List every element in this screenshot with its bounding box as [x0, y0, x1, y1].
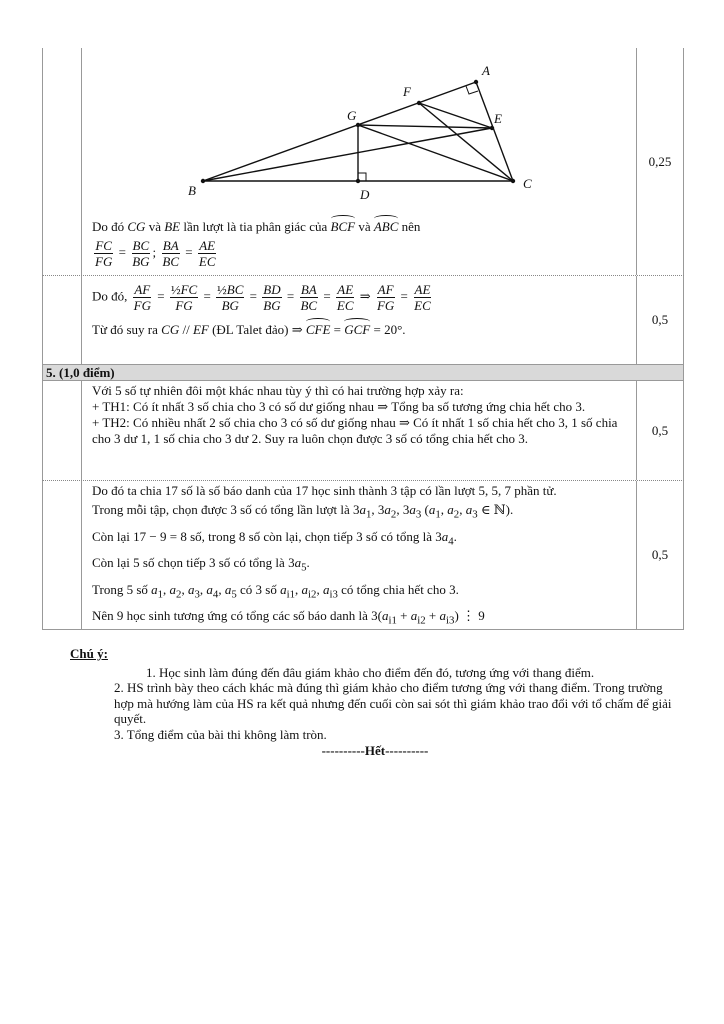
text-each-set: Trong mỗi tập, chọn được 3 số có tổng lần lượt là $3a_1$, $3a_2$, $3a_3$ ($a_1$, $a_2$, $a_3$ ∈ ℕ). — [92, 502, 514, 521]
note-1: 1. Học sinh làm đúng đến đâu giám khảo cho điểm đến đó, tương ứng với thang điểm. — [146, 664, 595, 680]
score-2: 0,5 — [636, 276, 683, 364]
label-b: B — [188, 183, 196, 198]
ratio-equation: $\frac{FC}{FG}$ = $\frac{BC}{BG}$ ; $\frac{BA}{BC}$ = $\frac{AE}{EC}$ — [95, 238, 216, 269]
text-remaining-8-lead: Còn lại 17 − 9 = 8 số, trong 8 số còn lại, chọn tiếp 3 số có tổng là — [92, 528, 432, 544]
note-2-text: 2. HS trình bày theo cách khác mà đúng thì giám khảo cho điểm tương ứng với thang điểm. Trong trường hợp mà hướng làm của HS ra kết quả nhưng đến cuối còn sai sót thì giám khảo trao đổi với tổ chấm để giải quyết. — [114, 680, 672, 726]
section-title: 5. (1,0 điểm) — [46, 365, 115, 380]
note-3: 3. Tổng điểm của bài thi không làm tròn. — [114, 726, 327, 742]
text-talet: (ĐL Talet đảo) — [212, 322, 289, 337]
note-2 — [70, 680, 680, 727]
text-cases-intro: Với 5 số tự nhiên đôi một khác nhau tùy ý thì có hai trường hợp xảy ra: — [92, 383, 464, 398]
text-va-2: và — [358, 219, 371, 234]
row-number-theory-1 — [42, 380, 684, 480]
text-nen: nên — [401, 219, 421, 234]
text-remaining-8: Còn lại 17 − 9 = 8 số, trong 8 số còn lại, chọn tiếp 3 số có tổng là $3a_4$. — [92, 528, 457, 548]
label-a: A — [482, 63, 490, 78]
label-f: F — [403, 84, 411, 99]
score-1: 0,25 — [636, 48, 683, 275]
score-3: 0,5 — [636, 381, 683, 480]
text-case-1: + TH1: Có ít nhất 3 số chia cho 3 có số dư giống nhau ⇒ Tổng ba số tương ứng chia hết cho 3. — [92, 399, 586, 414]
conclusion-line: Từ đó suy ra CG // EF (ĐL Talet đảo) ⇒ CFE = GCF = 20°. — [92, 319, 631, 338]
text-remaining-5: Còn lại 5 số chọn tiếp 3 số có tổng là $3a_5$. — [92, 555, 310, 574]
notes-title: Chú ý: — [70, 646, 108, 661]
col-question — [43, 381, 82, 480]
score-4: 0,5 — [636, 481, 683, 629]
text-final: Nên 9 học sinh tương ứng có tổng các số báo danh là $3(a_{i1} + a_{i2} + a_{i3})$ ⋮ 9 — [92, 608, 485, 627]
text-split-sets: Do đó ta chia 17 số là số báo danh của 17 học sinh thành 3 tập có lần lượt 5, 5, 7 phần tử. — [92, 483, 557, 498]
text-va: và — [148, 219, 161, 234]
label-e: E — [494, 111, 502, 126]
statement-bisector: Do đó CG và BE lần lượt là tia phân giác của BCF và ABC nên $\frac{FC}{FG}$ = $\frac{BC}{BG}$ ; $\frac{BA}{BC}$ = $\frac{AE}{EC}$ — [92, 216, 612, 269]
text-final-lead: Nên 9 học sinh tương ứng có tổng các số báo danh là — [92, 608, 368, 624]
text-five-numbers: Trong 5 số $a_1$, $a_2$, $a_3$, $a_4$, $a_5$ có 3 số $a_{i1}$, $a_{i2}$, $a_{i3}$ có tổng chia hết cho 3. — [92, 581, 459, 601]
text-co-3: có 3 số — [239, 581, 277, 597]
col-question — [43, 481, 82, 629]
text-divisible: có tổng chia hết cho 3. — [341, 581, 459, 597]
text-do-do: Do đó — [92, 219, 125, 234]
triangle-figure — [89, 48, 589, 213]
answer-table — [42, 48, 684, 630]
col-question — [43, 48, 82, 275]
row-number-theory-2 — [42, 480, 684, 630]
notes-section — [70, 646, 680, 759]
end-mark: ----------Hết---------- — [321, 743, 429, 758]
text-remaining-5-lead: Còn lại 5 số chọn tiếp 3 số có tổng là — [92, 555, 285, 571]
text-case-2: + TH2: Có nhiều nhất 2 số chia cho 3 có số dư giống nhau ⇒ Có ít nhất 1 số chia hết cho 3, 1 số chia cho 3 dư 1, 1 số chia cho 3 dư 2. Suy ra luôn chọn được 3 số có tổng chia hết cho 3. — [92, 415, 618, 446]
label-c: C — [523, 176, 532, 191]
label-g: G — [347, 108, 357, 123]
text-each-set-lead: Trong mỗi tập, chọn được 3 số có tổng lần lượt là — [92, 502, 350, 517]
text-do-do-2: Do đó, — [92, 288, 128, 304]
ratio-chain: Do đó, $\frac{AF}{FG}$ = $\frac{\text{½FC}}{FG}$ = $\frac{\text{½BC}}{BG}$ = $\frac{BD}{BG}$ = $\frac{BA}{BC}$ = $\frac{AE}{EC}$ ⇒ $\frac{AF}{FG}$ = $\frac{AE}{EC}$ — [92, 282, 431, 313]
label-d: D — [360, 187, 370, 202]
text-bisector: lần lượt là tia phân giác của — [183, 219, 328, 234]
text-trong-5: Trong 5 số — [92, 581, 148, 597]
row-geometry-1 — [42, 48, 684, 275]
section-header — [42, 364, 684, 380]
col-question — [43, 276, 82, 364]
row-geometry-2 — [42, 275, 684, 364]
text-suy-ra: Từ đó suy ra — [92, 322, 158, 337]
